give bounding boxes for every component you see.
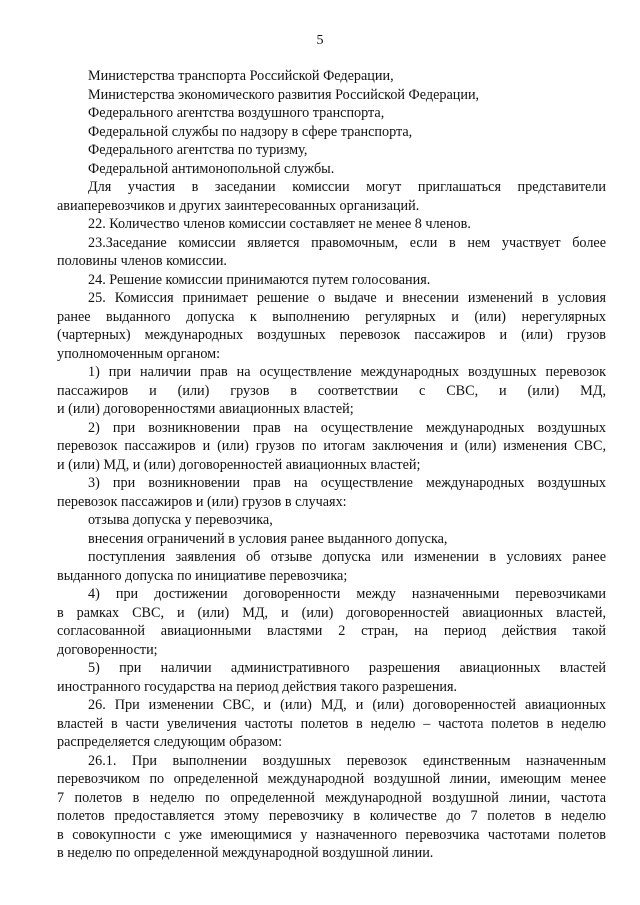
- text-line: Федеральной службы по надзору в сфере транспорта,: [88, 123, 413, 140]
- text-line: и (или) МД, и (или) договоренностей авиационных властей;: [57, 456, 421, 473]
- text-line: в рамках СВС, и (или) МД, и (или) договоренностей авиационных властей,: [57, 604, 606, 621]
- text-line: 25. Комиссия принимает решение о выдаче и внесении изменений в условия: [88, 290, 606, 306]
- text-line: поступления заявления об отзыве допуска или изменении в условиях ранее: [88, 549, 606, 565]
- text-line: ранее выданного допуска к выполнению регулярных и (или) нерегулярных: [57, 308, 606, 325]
- text-line: отзыва допуска у перевозчика,: [88, 512, 273, 528]
- text-line: внесения ограничений в условия ранее выданного допуска,: [88, 530, 448, 547]
- text-line: 3) при возникновении прав на осуществление международных воздушных: [88, 475, 606, 491]
- text-line: (чартерных) международных воздушных перевозок пассажиров и (или) грузов: [57, 327, 606, 343]
- text-line: перевозчиком по определенной международной воздушной линии, имеющим менее: [57, 771, 606, 787]
- text-line: Министерства экономического развития Российской Федерации,: [88, 86, 480, 103]
- text-line: Федерального агентства по туризму,: [88, 142, 308, 158]
- text-line: уполномоченным органом:: [57, 345, 221, 362]
- text-line: 4) при достижении договоренности между назначенными перевозчиками: [88, 586, 606, 602]
- text-line: перевозок пассажиров и (или) грузов в случаях:: [57, 493, 347, 510]
- text-line: 24. Решение комиссии принимаются путем голосования.: [88, 271, 431, 288]
- text-line: властей в части увеличения частоты полетов в неделю – частота полетов в неделю: [57, 715, 606, 732]
- text-line: 7 полетов в неделю по определенной международной воздушной линии, частота: [57, 789, 606, 806]
- text-line: 5) при наличии административного разрешения авиационных властей: [88, 660, 606, 676]
- text-line: в совокупности с уже имеющимися у назначенного перевозчика частотами полетов: [57, 826, 606, 843]
- text-line: 22. Количество членов комиссии составляет не менее 8 членов.: [88, 216, 471, 232]
- text-line: 26. При изменении СВС, и (или) МД, и (или) договоренностей авиационных: [88, 697, 606, 713]
- text-line: Министерства транспорта Российской Федерации,: [88, 68, 394, 84]
- text-line: и (или) договоренностями авиационных властей;: [57, 401, 354, 417]
- text-line: половины членов комиссии.: [57, 253, 227, 269]
- text-line: 26.1. При выполнении воздушных перевозок единственным назначенным: [88, 752, 606, 769]
- page-number: 5: [316, 33, 324, 48]
- text-line: 1) при наличии прав на осуществление международных воздушных перевозок: [88, 364, 606, 380]
- text-line: иностранного государства на период действия такого разрешения.: [57, 678, 458, 695]
- text-line: выданного допуска по инициативе перевозчика;: [57, 567, 348, 584]
- document-body: [57, 67, 608, 863]
- text-line: в неделю по определенной международной воздушной линии.: [57, 845, 434, 861]
- text-line: договоренности;: [57, 641, 158, 658]
- text-line: Для участия в заседании комиссии могут приглашаться представители: [88, 179, 606, 195]
- text-line: пассажиров и (или) грузов в соответствии с СВС, и (или) МД,: [57, 382, 606, 399]
- text-line: распределяется следующим образом:: [57, 734, 283, 750]
- text-line: полетов предоставляется этому перевозчику в количестве до 7 полетов в неделю: [57, 808, 606, 824]
- text-line: Федеральной антимонопольной службы.: [88, 160, 335, 177]
- text-line: перевозок пассажиров и (или) грузов по итогам заключения и (или) изменения СВС,: [57, 438, 606, 454]
- text-line: согласованной авиационными властями 2 стран, на период действия такой: [57, 623, 606, 639]
- text-line: 2) при возникновении прав на осуществление международных воздушных: [88, 419, 606, 436]
- text-line: авиаперевозчиков и других заинтересованных организаций.: [57, 197, 420, 214]
- text-line: 23.Заседание комиссии является правомочным, если в нем участвует более: [88, 234, 606, 251]
- text-line: Федерального агентства воздушного транспорта,: [88, 105, 385, 121]
